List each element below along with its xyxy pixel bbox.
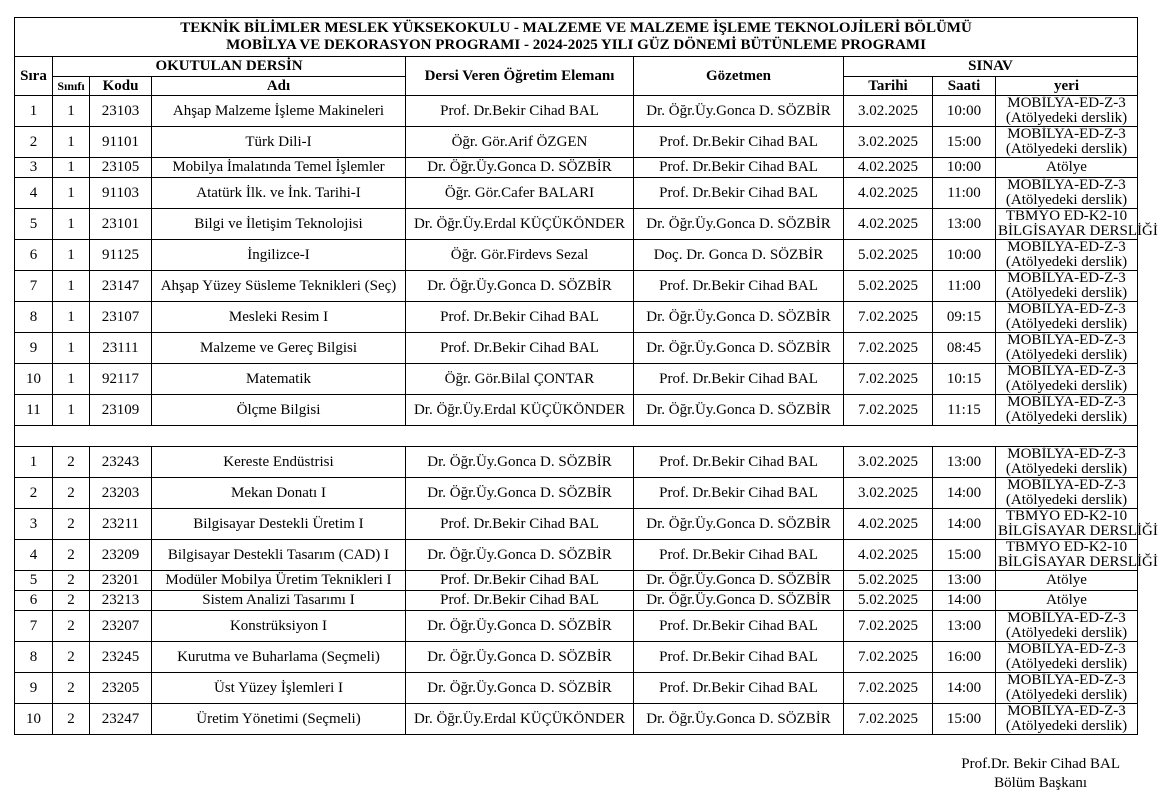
table-row	[15, 333, 1138, 364]
row-sira: 10	[15, 364, 53, 395]
row-ogretim-elemani: Dr. Öğr.Üy.Erdal KÜÇÜKÖNDER	[406, 395, 634, 426]
row-saat: 13:00	[933, 447, 996, 478]
row-gozetmen: Dr. Öğr.Üy.Gonca D. SÖZBİR	[634, 395, 844, 426]
row-ders-adi: Ölçme Bilgisi	[152, 395, 406, 426]
row-tarih: 5.02.2025	[844, 240, 933, 271]
row-sira: 4	[15, 178, 53, 209]
row-yer	[996, 271, 1138, 302]
row-saat: 13:00	[933, 611, 996, 642]
table-row	[15, 364, 1138, 395]
row-ders-adi: Bilgisayar Destekli Tasarım (CAD) I	[152, 540, 406, 571]
row-sinif: 1	[53, 240, 90, 271]
row-yer	[996, 673, 1138, 704]
row-sira: 6	[15, 591, 53, 611]
table-row	[15, 240, 1138, 271]
row-gozetmen: Prof. Dr.Bekir Cihad BAL	[634, 364, 844, 395]
row-yer-line-1: MOBİLYA-ED-Z-3	[1007, 641, 1126, 657]
row-ders-adi: Mobilya İmalatında Temel İşlemler	[152, 158, 406, 178]
row-yer-line-2: (Atölyedeki derslik)	[1005, 316, 1128, 332]
header-adi: Adı	[152, 77, 406, 96]
header-gozetmen: Gözetmen	[634, 57, 844, 96]
row-ogretim-elemani: Dr. Öğr.Üy.Erdal KÜÇÜKÖNDER	[406, 704, 634, 735]
row-saat: 14:00	[933, 591, 996, 611]
row-ogretim-elemani: Dr. Öğr.Üy.Gonca D. SÖZBİR	[406, 642, 634, 673]
row-ders-adi: Sistem Analizi Tasarımı I	[152, 591, 406, 611]
row-ogretim-elemani: Dr. Öğr.Üy.Gonca D. SÖZBİR	[406, 478, 634, 509]
row-yer	[996, 240, 1138, 271]
row-sinif: 2	[53, 509, 90, 540]
row-ogretim-elemani: Prof. Dr.Bekir Cihad BAL	[406, 96, 634, 127]
row-gozetmen: Prof. Dr.Bekir Cihad BAL	[634, 447, 844, 478]
signature-role: Bölüm Başkanı	[994, 775, 1088, 791]
row-kod: 23111	[90, 333, 152, 364]
row-yer-line-2: (Atölyedeki derslik)	[1005, 625, 1128, 641]
row-kod: 23107	[90, 302, 152, 333]
row-ders-adi: Matematik	[152, 364, 406, 395]
row-kod: 23203	[90, 478, 152, 509]
row-sinif: 2	[53, 540, 90, 571]
row-ogretim-elemani: Dr. Öğr.Üy.Gonca D. SÖZBİR	[406, 447, 634, 478]
row-yer-line-2: BİLGİSAYAR DERSLİĞİ	[998, 223, 1158, 239]
row-gozetmen: Prof. Dr.Bekir Cihad BAL	[634, 540, 844, 571]
row-sinif: 1	[53, 96, 90, 127]
row-gozetmen: Prof. Dr.Bekir Cihad BAL	[634, 642, 844, 673]
row-sira: 2	[15, 127, 53, 158]
table-row	[15, 611, 1138, 642]
row-tarih: 7.02.2025	[844, 611, 933, 642]
row-yer-line-2: (Atölyedeki derslik)	[1005, 492, 1128, 508]
row-saat: 14:00	[933, 478, 996, 509]
row-tarih: 7.02.2025	[844, 673, 933, 704]
exam-schedule-table	[14, 17, 1158, 735]
row-tarih: 7.02.2025	[844, 395, 933, 426]
row-sinif: 2	[53, 673, 90, 704]
row-ogretim-elemani: Prof. Dr.Bekir Cihad BAL	[406, 509, 634, 540]
row-sira: 7	[15, 611, 53, 642]
row-yer	[996, 704, 1138, 735]
header-tarihi: Tarihi	[844, 77, 933, 96]
table-row	[15, 271, 1138, 302]
row-ders-adi: Üst Yüzey İşlemleri I	[152, 673, 406, 704]
row-sira: 8	[15, 302, 53, 333]
row-ogretim-elemani: Prof. Dr.Bekir Cihad BAL	[406, 333, 634, 364]
row-sira: 8	[15, 642, 53, 673]
row-saat: 14:00	[933, 673, 996, 704]
row-kod: 23147	[90, 271, 152, 302]
row-tarih: 5.02.2025	[844, 591, 933, 611]
row-yer	[996, 178, 1138, 209]
row-sinif: 1	[53, 333, 90, 364]
separator-cell	[15, 426, 1138, 447]
row-tarih: 4.02.2025	[844, 178, 933, 209]
row-sira: 11	[15, 395, 53, 426]
row-kod: 91125	[90, 240, 152, 271]
row-saat: 09:15	[933, 302, 996, 333]
row-ogretim-elemani: Dr. Öğr.Üy.Gonca D. SÖZBİR	[406, 540, 634, 571]
row-tarih: 7.02.2025	[844, 302, 933, 333]
row-yer-line-1: MOBİLYA-ED-Z-3	[1007, 446, 1126, 462]
row-yer-line-1: MOBİLYA-ED-Z-3	[1007, 301, 1126, 317]
row-yer	[996, 364, 1138, 395]
row-yer-line-2: (Atölyedeki derslik)	[1005, 718, 1128, 734]
row-sinif: 2	[53, 571, 90, 591]
row-ders-adi: Üretim Yönetimi (Seçmeli)	[152, 704, 406, 735]
row-kod: 23103	[90, 96, 152, 127]
row-ogretim-elemani: Dr. Öğr.Üy.Gonca D. SÖZBİR	[406, 271, 634, 302]
signature-name: Prof.Dr. Bekir Cihad BAL	[961, 756, 1120, 772]
row-yer-line-1: Atölye	[1046, 159, 1087, 175]
table-row	[15, 673, 1138, 704]
row-ders-adi: Modüler Mobilya Üretim Teknikleri I	[152, 571, 406, 591]
row-yer	[996, 539, 1158, 571]
header-row-1	[15, 57, 1138, 77]
row-yer-line-2: (Atölyedeki derslik)	[1005, 378, 1128, 394]
row-tarih: 4.02.2025	[844, 509, 933, 540]
row-ogretim-elemani: Öğr. Gör.Firdevs Sezal	[406, 240, 634, 271]
row-ders-adi: Konstrüksiyon I	[152, 611, 406, 642]
row-gozetmen: Prof. Dr.Bekir Cihad BAL	[634, 271, 844, 302]
row-gozetmen: Prof. Dr.Bekir Cihad BAL	[634, 158, 844, 178]
row-ogretim-elemani: Dr. Öğr.Üy.Gonca D. SÖZBİR	[406, 673, 634, 704]
row-tarih: 5.02.2025	[844, 571, 933, 591]
row-yer-line-2: (Atölyedeki derslik)	[1005, 461, 1128, 477]
row-yer	[996, 447, 1138, 478]
row-ders-adi: Türk Dili-I	[152, 127, 406, 158]
row-ogretim-elemani: Dr. Öğr.Üy.Erdal KÜÇÜKÖNDER	[406, 209, 634, 240]
row-gozetmen: Dr. Öğr.Üy.Gonca D. SÖZBİR	[634, 302, 844, 333]
row-ogretim-elemani: Prof. Dr.Bekir Cihad BAL	[406, 302, 634, 333]
row-yer	[996, 591, 1138, 611]
row-yer-line-1: Atölye	[1046, 592, 1087, 608]
row-gozetmen: Dr. Öğr.Üy.Gonca D. SÖZBİR	[634, 591, 844, 611]
row-ogretim-elemani: Öğr. Gör.Arif ÖZGEN	[406, 127, 634, 158]
row-ders-adi: Mekan Donatı I	[152, 478, 406, 509]
row-saat: 11:15	[933, 395, 996, 426]
table-row	[15, 642, 1138, 673]
row-tarih: 3.02.2025	[844, 127, 933, 158]
row-sira: 5	[15, 209, 53, 240]
row-saat: 10:00	[933, 240, 996, 271]
row-gozetmen: Prof. Dr.Bekir Cihad BAL	[634, 673, 844, 704]
table-row	[15, 302, 1138, 333]
table-row	[15, 571, 1138, 591]
header-okutulan-dersin: OKUTULAN DERSİN	[53, 57, 406, 77]
row-sira: 3	[15, 509, 53, 540]
row-ogretim-elemani: Öğr. Gör.Bilal ÇONTAR	[406, 364, 634, 395]
row-kod: 23105	[90, 158, 152, 178]
table-row	[15, 395, 1138, 426]
row-kod: 23201	[90, 571, 152, 591]
row-yer	[996, 302, 1138, 333]
row-ders-adi: İngilizce-I	[152, 240, 406, 271]
row-sinif: 1	[53, 364, 90, 395]
row-kod: 23205	[90, 673, 152, 704]
row-sinif: 1	[53, 178, 90, 209]
row-ders-adi: Kereste Endüstrisi	[152, 447, 406, 478]
title-line-1: TEKNİK BİLİMLER MESLEK YÜKSEKOKULU - MALZEME VE MALZEME İŞLEME TEKNOLOJİLERİ BÖLÜMÜ	[180, 20, 972, 36]
header-sira: Sıra	[15, 57, 53, 96]
row-tarih: 7.02.2025	[844, 364, 933, 395]
row-tarih: 7.02.2025	[844, 704, 933, 735]
row-ogretim-elemani: Dr. Öğr.Üy.Gonca D. SÖZBİR	[406, 158, 634, 178]
row-sinif: 1	[53, 158, 90, 178]
row-kod: 91101	[90, 127, 152, 158]
row-sira: 10	[15, 704, 53, 735]
row-yer	[996, 158, 1138, 178]
table-row	[15, 158, 1138, 178]
row-sira: 1	[15, 96, 53, 127]
row-yer-line-2: BİLGİSAYAR DERSLİĞİ	[998, 523, 1158, 539]
row-sira: 9	[15, 673, 53, 704]
row-yer	[996, 571, 1138, 591]
row-saat: 15:00	[933, 127, 996, 158]
row-saat: 11:00	[933, 178, 996, 209]
row-sinif: 2	[53, 642, 90, 673]
row-yer	[996, 611, 1138, 642]
row-sinif: 2	[53, 447, 90, 478]
row-tarih: 5.02.2025	[844, 271, 933, 302]
row-yer-line-2: (Atölyedeki derslik)	[1005, 347, 1128, 363]
row-yer-line-1: MOBİLYA-ED-Z-3	[1007, 239, 1126, 255]
row-yer-line-1: MOBİLYA-ED-Z-3	[1007, 332, 1126, 348]
row-sira: 3	[15, 158, 53, 178]
row-kod: 23213	[90, 591, 152, 611]
row-sira: 7	[15, 271, 53, 302]
row-yer-line-1: MOBİLYA-ED-Z-3	[1007, 610, 1126, 626]
row-kod: 23245	[90, 642, 152, 673]
separator-row	[15, 426, 1138, 447]
row-tarih: 4.02.2025	[844, 540, 933, 571]
row-ders-adi: Bilgi ve İletişim Teknolojisi	[152, 209, 406, 240]
header-sinav: SINAV	[844, 57, 1138, 77]
row-yer	[996, 508, 1158, 540]
header-kodu: Kodu	[90, 77, 152, 96]
row-sinif: 1	[53, 302, 90, 333]
table-row	[15, 178, 1138, 209]
row-yer	[996, 395, 1138, 426]
row-saat: 08:45	[933, 333, 996, 364]
row-yer-line-2: (Atölyedeki derslik)	[1005, 110, 1128, 126]
row-saat: 13:00	[933, 571, 996, 591]
row-ders-adi: Ahşap Yüzey Süsleme Teknikleri (Seç)	[152, 271, 406, 302]
row-sira: 1	[15, 447, 53, 478]
row-ders-adi: Atatürk İlk. ve İnk. Tarihi-I	[152, 178, 406, 209]
header-sinifi: Sınıfı	[53, 77, 90, 96]
row-kod: 91103	[90, 178, 152, 209]
row-gozetmen: Prof. Dr.Bekir Cihad BAL	[634, 178, 844, 209]
row-gozetmen: Dr. Öğr.Üy.Gonca D. SÖZBİR	[634, 209, 844, 240]
table-row	[15, 704, 1138, 735]
row-gozetmen: Doç. Dr. Gonca D. SÖZBİR	[634, 240, 844, 271]
table-row	[15, 540, 1138, 571]
row-kod: 23101	[90, 209, 152, 240]
row-ders-adi: Kurutma ve Buharlama (Seçmeli)	[152, 642, 406, 673]
header-ogretim-elemani: Dersi Veren Öğretim Elemanı	[406, 57, 634, 96]
row-yer	[996, 478, 1138, 509]
row-ogretim-elemani: Öğr. Gör.Cafer BALARI	[406, 178, 634, 209]
row-tarih: 4.02.2025	[844, 158, 933, 178]
row-yer-line-1: TBMYO ED-K2-10	[1005, 508, 1128, 524]
row-yer-line-1: MOBİLYA-ED-Z-3	[1007, 270, 1126, 286]
row-ogretim-elemani: Prof. Dr.Bekir Cihad BAL	[406, 571, 634, 591]
row-yer-line-2: (Atölyedeki derslik)	[1005, 285, 1128, 301]
row-yer-line-1: MOBİLYA-ED-Z-3	[1007, 126, 1126, 142]
row-tarih: 3.02.2025	[844, 447, 933, 478]
header-saati: Saati	[933, 77, 996, 96]
row-gozetmen: Dr. Öğr.Üy.Gonca D. SÖZBİR	[634, 704, 844, 735]
row-saat: 11:00	[933, 271, 996, 302]
row-yer-line-2: (Atölyedeki derslik)	[1005, 192, 1128, 208]
row-yer-line-1: MOBİLYA-ED-Z-3	[1007, 95, 1126, 111]
row-saat: 10:00	[933, 96, 996, 127]
row-tarih: 7.02.2025	[844, 642, 933, 673]
row-kod: 23211	[90, 509, 152, 540]
title-row	[15, 18, 1138, 57]
header-yeri: yeri	[996, 77, 1138, 96]
row-sinif: 2	[53, 478, 90, 509]
row-yer-line-1: MOBİLYA-ED-Z-3	[1007, 477, 1126, 493]
table-row	[15, 478, 1138, 509]
row-yer-line-1: TBMYO ED-K2-10	[1005, 539, 1128, 555]
row-yer	[996, 127, 1138, 158]
table-row	[15, 209, 1138, 240]
row-sira: 9	[15, 333, 53, 364]
table-row	[15, 447, 1138, 478]
row-sira: 2	[15, 478, 53, 509]
row-gozetmen: Dr. Öğr.Üy.Gonca D. SÖZBİR	[634, 96, 844, 127]
row-saat: 15:00	[933, 540, 996, 571]
signature-block	[961, 755, 1120, 793]
table-row	[15, 127, 1138, 158]
row-yer-line-1: MOBİLYA-ED-Z-3	[1007, 672, 1126, 688]
row-ders-adi: Malzeme ve Gereç Bilgisi	[152, 333, 406, 364]
row-sinif: 1	[53, 395, 90, 426]
row-sinif: 1	[53, 271, 90, 302]
row-gozetmen: Prof. Dr.Bekir Cihad BAL	[634, 611, 844, 642]
row-tarih: 4.02.2025	[844, 209, 933, 240]
row-ders-adi: Bilgisayar Destekli Üretim I	[152, 509, 406, 540]
row-ders-adi: Ahşap Malzeme İşleme Makineleri	[152, 96, 406, 127]
row-saat: 10:15	[933, 364, 996, 395]
row-tarih: 3.02.2025	[844, 96, 933, 127]
row-yer-line-2: (Atölyedeki derslik)	[1005, 141, 1128, 157]
row-sira: 6	[15, 240, 53, 271]
table-row	[15, 96, 1138, 127]
row-tarih: 3.02.2025	[844, 478, 933, 509]
row-yer-line-1: MOBİLYA-ED-Z-3	[1007, 177, 1126, 193]
row-gozetmen: Dr. Öğr.Üy.Gonca D. SÖZBİR	[634, 509, 844, 540]
row-gozetmen: Prof. Dr.Bekir Cihad BAL	[634, 127, 844, 158]
row-sinif: 1	[53, 127, 90, 158]
row-gozetmen: Dr. Öğr.Üy.Gonca D. SÖZBİR	[634, 333, 844, 364]
row-saat: 14:00	[933, 509, 996, 540]
row-yer-line-2: (Atölyedeki derslik)	[1005, 409, 1128, 425]
table-row	[15, 509, 1138, 540]
row-yer-line-1: MOBİLYA-ED-Z-3	[1007, 703, 1126, 719]
row-yer-line-2: (Atölyedeki derslik)	[1005, 656, 1128, 672]
title-line-2: MOBİLYA VE DEKORASYON PROGRAMI - 2024-2025 YILI GÜZ DÖNEMİ BÜTÜNLEME PROGRAMI	[226, 37, 926, 53]
document-title	[15, 18, 1138, 57]
row-sinif: 2	[53, 611, 90, 642]
row-yer	[996, 96, 1138, 127]
row-sinif: 2	[53, 704, 90, 735]
row-yer	[996, 642, 1138, 673]
table-row	[15, 591, 1138, 611]
row-yer-line-1: Atölye	[1046, 572, 1087, 588]
row-gozetmen: Dr. Öğr.Üy.Gonca D. SÖZBİR	[634, 571, 844, 591]
row-kod: 23247	[90, 704, 152, 735]
row-ogretim-elemani: Dr. Öğr.Üy.Gonca D. SÖZBİR	[406, 611, 634, 642]
row-kod: 23109	[90, 395, 152, 426]
row-sira: 4	[15, 540, 53, 571]
row-yer	[996, 208, 1158, 240]
row-saat: 15:00	[933, 704, 996, 735]
row-sira: 5	[15, 571, 53, 591]
row-kod: 23207	[90, 611, 152, 642]
row-saat: 16:00	[933, 642, 996, 673]
row-ders-adi: Mesleki Resim I	[152, 302, 406, 333]
row-yer	[996, 333, 1138, 364]
row-tarih: 7.02.2025	[844, 333, 933, 364]
row-yer-line-2: BİLGİSAYAR DERSLİĞİ	[998, 554, 1158, 570]
schedule-body	[15, 18, 1158, 735]
row-kod: 23209	[90, 540, 152, 571]
row-kod: 92117	[90, 364, 152, 395]
row-saat: 13:00	[933, 209, 996, 240]
row-saat: 10:00	[933, 158, 996, 178]
row-yer-line-2: (Atölyedeki derslik)	[1005, 687, 1128, 703]
row-yer-line-1: MOBİLYA-ED-Z-3	[1007, 363, 1126, 379]
row-sinif: 2	[53, 591, 90, 611]
row-yer-line-1: TBMYO ED-K2-10	[1005, 208, 1128, 224]
row-yer-line-1: MOBİLYA-ED-Z-3	[1007, 394, 1126, 410]
row-kod: 23243	[90, 447, 152, 478]
row-yer-line-2: (Atölyedeki derslik)	[1005, 254, 1128, 270]
row-ogretim-elemani: Prof. Dr.Bekir Cihad BAL	[406, 591, 634, 611]
row-gozetmen: Prof. Dr.Bekir Cihad BAL	[634, 478, 844, 509]
row-sinif: 1	[53, 209, 90, 240]
